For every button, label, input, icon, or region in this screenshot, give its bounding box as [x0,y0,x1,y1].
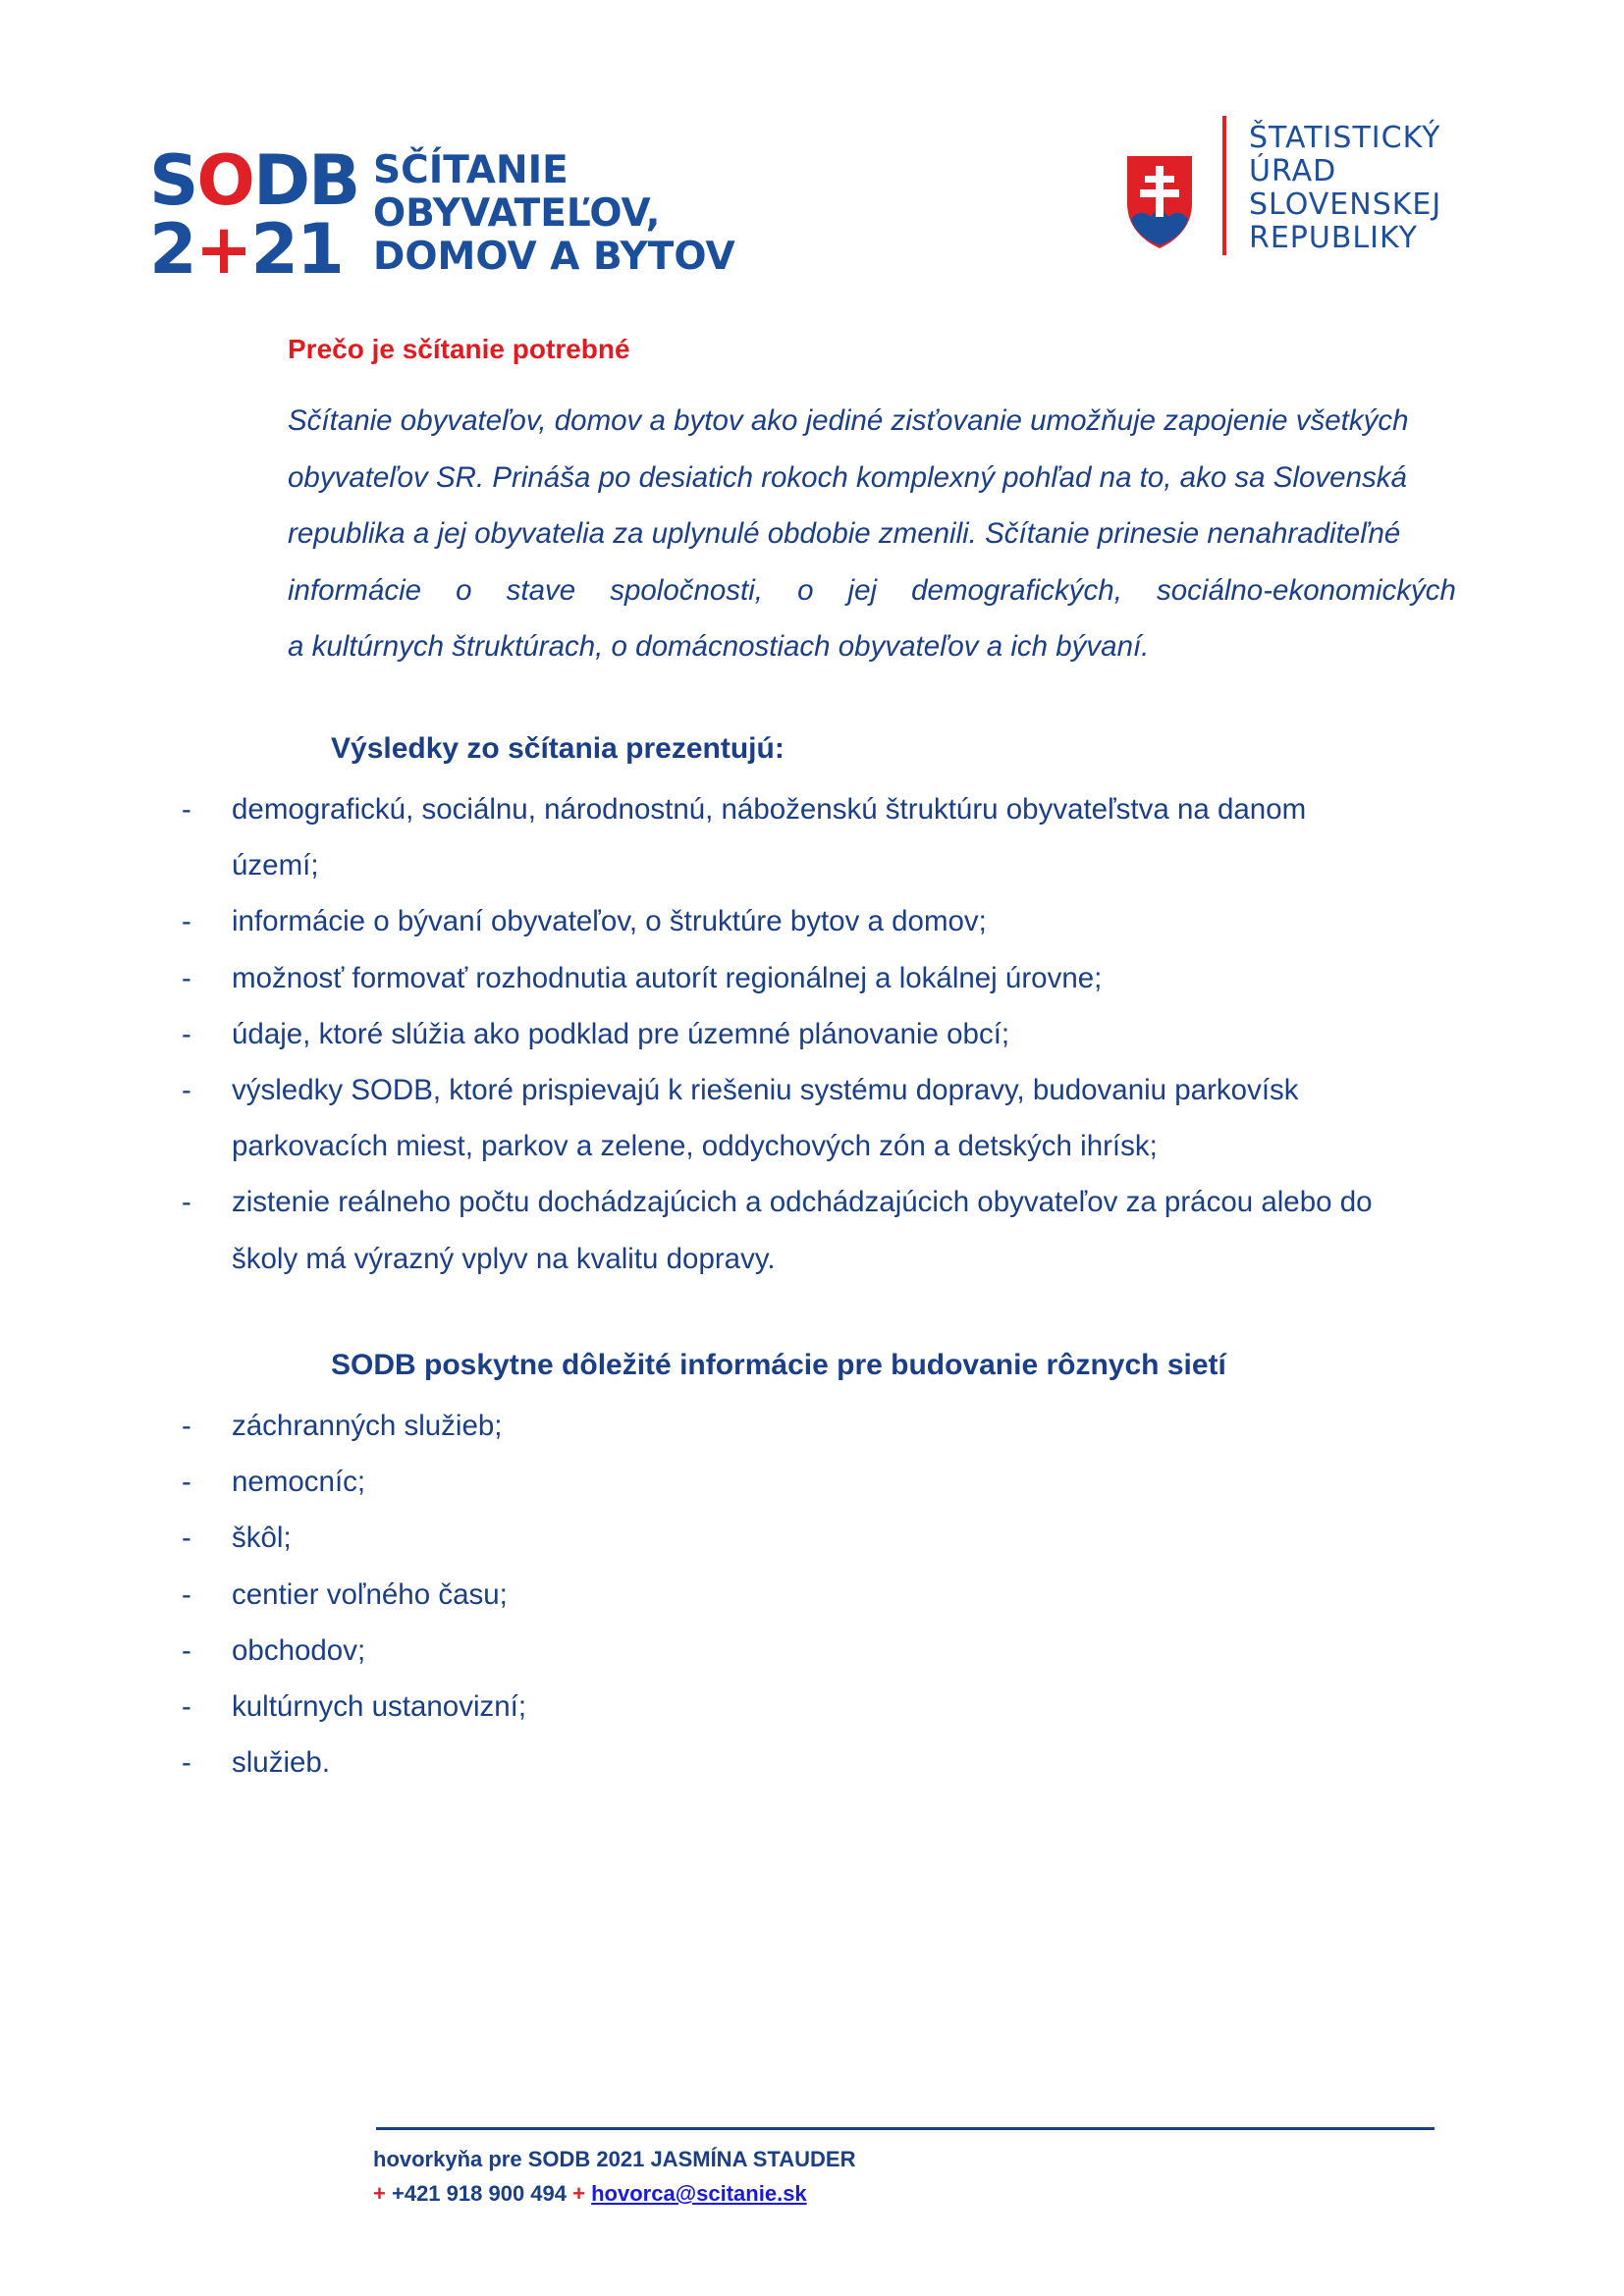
sodb-logo-plus: + [194,209,251,290]
sodb-title-line: DOMOV A BYTOV [373,235,735,279]
sodb-logo-row-2 [149,209,343,290]
intro-word: demografických, [911,573,1122,607]
footer-divider [376,2127,1435,2130]
networks-heading: SODB poskytne dôležité informácie pre budovanie rôznych sietí [331,1349,1226,1381]
footer-phone: +421 918 900 494 [391,2181,567,2206]
sodb-title-line: SČÍTANIE [373,148,568,192]
list-item [177,1062,1473,1174]
list-dash-marker: - [182,961,191,994]
list-dash-marker: - [182,1690,191,1724]
intro-word: jej [847,573,878,607]
intro-word: o [456,573,472,607]
sodb-title-line: OBYVATEĽOV, [373,191,661,236]
list-item [177,1567,1473,1623]
list-item-text: záchranných služieb; [232,1410,503,1442]
list-item-text: možnosť formovať rozhodnutia autorít regionálnej a lokálnej úrovne; [232,961,1103,994]
intro-word: o [797,573,814,607]
sodb-logo-letter-o: O [196,140,253,221]
statistics-office-line: REPUBLIKY [1249,221,1418,255]
list-item [177,1623,1473,1679]
intro-word: sociálno-ekonomických [1156,573,1456,607]
list-dash-marker: - [182,1746,191,1780]
list-item-text: zistenie reálneho počtu dochádzajúcich a odchádzajúcich obyvateľov za prácou alebo do [232,1186,1373,1219]
intro-word: stave [506,573,576,607]
list-item-text: výsledky SODB, ktoré prispievajú k riešeniu systému dopravy, budovaniu parkovísk [232,1074,1299,1107]
list-item [177,1006,1473,1062]
footer-contact [373,2181,807,2207]
intro-word: spoločnosti, [610,573,763,607]
statistics-office-line: ÚRAD [1249,154,1337,188]
list-dash-marker: - [182,793,191,826]
list-item [177,1454,1473,1510]
results-heading: Výsledky zo sčítania prezentujú: [331,732,785,765]
list-item-text: služieb. [232,1746,331,1780]
sodb-logo-letter: S [149,140,197,221]
list-item-text: parkovacích miest, parkov a zelene, oddychových zón a detských ihrísk; [232,1130,1158,1163]
footer-email-link[interactable]: hovorca@scitanie.sk [591,2181,807,2206]
list-item [177,893,1473,949]
list-dash-marker: - [182,905,191,938]
list-item [177,781,1473,893]
intro-line: republika a jej obyvatelia za uplynulé obdobie zmenili. Sčítanie prinesie nenahraditeľné [288,517,1401,550]
sodb-logo-digit: 2 [149,209,195,290]
statistics-office-line: SLOVENSKEJ [1249,187,1442,222]
intro-line: a kultúrnych štruktúrach, o domácnostiach obyvateľov a ich bývaní. [288,630,1150,663]
sodb-logo-row-1 [149,140,359,221]
list-dash-marker: - [182,1466,191,1499]
list-dash-marker: - [182,1633,191,1667]
list-dash-marker: - [182,1577,191,1611]
results-list [177,781,1473,1287]
list-item [177,1735,1473,1790]
list-dash-marker: - [182,1186,191,1219]
sodb-logo-letters: DB [252,140,359,221]
statistics-office-line: ŠTATISTICKÝ [1249,121,1441,155]
intro-line: obyvateľov SR. Prináša po desiatich rokoch komplexný pohľad na to, ako sa Slovenská [288,460,1407,494]
list-item-text: centier voľného času; [232,1577,508,1611]
intro-line: Sčítanie obyvateľov, domov a bytov ako jediné zisťovanie umožňuje zapojenie všetkých [288,404,1409,437]
intro-paragraph [288,393,1456,675]
sodb-logo-digits: 21 [250,209,343,290]
intro-line-justified [288,562,1456,619]
list-dash-marker: - [182,1074,191,1107]
list-item [177,1174,1473,1286]
list-item-text: škôl; [232,1522,292,1555]
list-item-text: kultúrnych ustanovizní; [232,1690,527,1724]
statistics-office-logo-text [1249,122,1441,255]
list-item [177,950,1473,1006]
list-item-text: území; [232,849,319,882]
intro-heading: Prečo je sčítanie potrebné [288,334,630,364]
footer-plus: + [373,2181,386,2206]
list-dash-marker: - [182,1017,191,1050]
sodb-logo-title [373,148,735,279]
list-item [177,1510,1473,1566]
list-dash-marker: - [182,1410,191,1442]
list-dash-marker: - [182,1522,191,1555]
intro-word: informácie [288,573,422,607]
list-item-text: obchodov; [232,1633,366,1667]
list-item [177,1679,1473,1735]
networks-list [177,1398,1473,1790]
list-item-text: informácie o bývaní obyvateľov, o štruktúre bytov a domov; [232,905,987,938]
logo-divider [1222,116,1226,255]
list-item-text: údaje, ktoré slúžia ako podklad pre územné plánovanie obcí; [232,1017,1010,1050]
list-item-text: školy má výrazný vplyv na kvalitu dopravy. [232,1242,776,1275]
list-item-text: nemocníc; [232,1466,366,1499]
list-item [177,1398,1473,1454]
list-item-text: demografickú, sociálnu, národnostnú, náboženskú štruktúru obyvateľstva na danom [232,793,1307,826]
footer-spokesperson: hovorkyňa pre SODB 2021 JASMÍNA STAUDER [373,2147,856,2171]
sodb-2021-logo [149,140,359,290]
footer-plus: + [572,2181,585,2206]
slovak-coat-of-arms-icon [1125,154,1194,250]
